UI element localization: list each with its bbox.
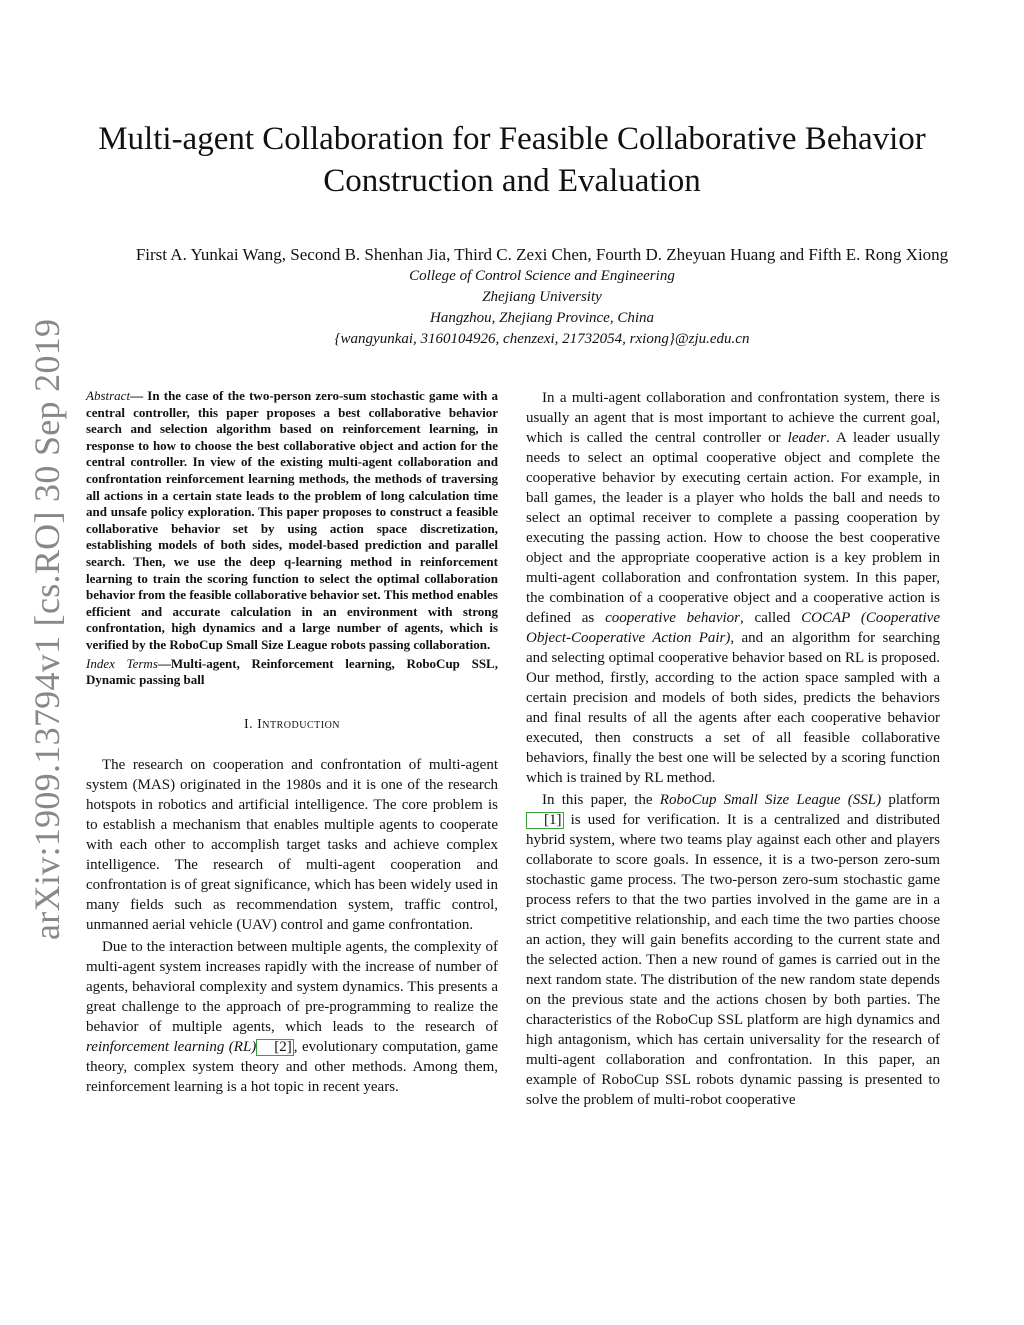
index-terms-text: Multi-agent, Reinforcement learning, RoboCup SSL, Dynamic passing ball <box>86 655 498 688</box>
text-run: , evolutionary computation, game theory, complex system theory and other methods. Among them, reinforcement learning is a hot topic in recent years. <box>86 1038 498 1095</box>
intro-paragraph-2 <box>86 937 498 1097</box>
author-emails: {wangyunkai, 3160104926, chenzexi, 21732054, rxiong}@zju.edu.cn <box>334 331 750 347</box>
section-number: I. <box>243 716 254 732</box>
text-run: In a multi-agent collaboration and confrontation system, there is usually an agent that is most important to achieve the current goal, which is called the central controller or <box>526 390 940 446</box>
intro-paragraph-4 <box>526 790 940 1110</box>
emphasis-cooperative-behavior: cooperative behavior <box>605 610 740 626</box>
right-column <box>526 388 940 1110</box>
index-terms-dash: — <box>157 655 171 671</box>
left-column <box>86 388 498 1097</box>
section-heading-introduction <box>86 715 498 735</box>
affiliation-dept: College of Control Science and Engineering <box>409 268 675 284</box>
citation-link-2[interactable]: [2] <box>256 1039 294 1056</box>
emphasis-rl: reinforcement learning (RL) <box>86 1038 257 1055</box>
text-run: platform <box>881 792 940 808</box>
index-terms <box>86 656 498 689</box>
text-run: is used for verification. It is a centralized and distributed hybrid system, where two teams play against each other and players collaborate to score goals. In essence, it is a two-person zero-sum stochastic game process. The two-person zero-sum stochastic game process refers to that the two parties involved in the game are in a strict competitive relationship, and each time the two parties choose an action, they will gain benefits according to the current state and the selected action. Then a new round of games is carried out in the next random state. The distribution of the new random state depends on the previous state and the actions chosen by both parties. The characteristics of the RoboCup SSL platform are high dynamics and high antagonism, which has certain universality for the research of multi-agent collaboration and confrontation. In this paper, an example of RoboCup SSL robots dynamic passing is presented to solve the problem of multi-robot cooperative <box>526 812 940 1108</box>
paper-title <box>60 118 964 202</box>
citation-link-1[interactable]: [1] <box>526 812 564 829</box>
emphasis-ssl: RoboCup Small Size League (SSL) <box>659 792 882 808</box>
author-list: First A. Yunkai Wang, Second B. Shenhan Jia, Third C. Zexi Chen, Fourth D. Zheyuan Huang and Fifth E. Rong Xiong <box>135 245 949 264</box>
text-run: Due to the interaction between multiple agents, the complexity of multi-agent system increases rapidly with the increase of number of agents, behavioral complexity and system dynamics. This presents a great challenge to the approach of pre-programming to realize the behavior of multiple agents, which leads to the research of <box>86 938 498 1035</box>
emphasis-leader: leader <box>787 430 826 446</box>
title-line-1: Multi-agent Collaboration for Feasible Collaborative Behavior <box>98 121 926 157</box>
abstract-lead: Abstract <box>86 388 131 403</box>
abstract <box>86 388 498 654</box>
intro-paragraph-3 <box>526 388 940 788</box>
text-run: . A leader usually needs to select an optimal cooperative object and complete the cooperative behavior by executing certain action. For example, in ball games, the leader is a player who holds the ball and needs to select an optimal receiver to complete a passing cooperation by executing the passing action. How to choose the best cooperative object and the appropriate cooperative action is a key problem in multi-agent collaboration and confrontation system. In this paper, the combination of a cooperative object and a cooperative action is defined as <box>526 430 940 626</box>
index-terms-lead: Index Terms <box>86 655 158 671</box>
section-title: Introduction <box>257 716 341 732</box>
arxiv-side-stamp: arXiv:1909.13794v1 [cs.RO] 30 Sep 2019 <box>27 318 67 940</box>
affiliation-block <box>40 266 1024 350</box>
abstract-dash: — <box>130 388 144 403</box>
affiliation-city: Hangzhou, Zhejiang Province, China <box>429 310 654 326</box>
text-run: In this paper, the <box>542 792 660 808</box>
affiliation-univ: Zhejiang University <box>482 289 602 305</box>
emphasis-cocap: COCAP (Cooperative Object-Cooperative Action Pair) <box>526 610 940 646</box>
title-line-2: Construction and Evaluation <box>323 163 701 199</box>
abstract-text: In the case of the two-person zero-sum stochastic game with a central controller, this paper proposes a best collaborative behavior search and selection algorithm based on reinforcement learning, in response to how to choose the best collaborative object and action for the central controller. In view of the existing multi-agent collaboration and confrontation reinforcement learning methods, the methods of traversing all actions in a certain state leads to the problem of long calculation time and unsafe policy exploration. This paper proposes to construct a feasible collaborative behavior set by using action space discretization, establishing models of both sides, model-based prediction and parallel search. Then, we use the deep q-learning method in reinforcement learning to train the scoring function to select the optimal collaboration behavior from the feasible collaborative behavior set. This method enables efficient and accurate calculation in an environment with strong confrontation, high dynamics and a large number of agents, which is verified by the RoboCup Small Size League robots passing collaboration. <box>86 388 499 652</box>
intro-paragraph-1: The research on cooperation and confrontation of multi-agent system (MAS) originated in the 1980s and it is one of the research hotspots in robotics and artificial intelligence. The core problem is to establish a mechanism that enables multiple agents to cooperate with each other to accomplish target tasks and achieve complex intelligence. The research of multi-agent cooperation and confrontation is of great significance, which has been widely used in many fields such as recommendation system, traffic control, unmanned aerial vehicle (UAV) control and game confrontation. <box>86 756 498 933</box>
text-run: , and an algorithm for searching and selecting optimal cooperative behavior based on RL is proposed. Our method, firstly, according to the action space sampled with a certain precision and models of both sides, predicts the behaviors and final results of all the agents after each cooperative behavior executed, then constructs a set of all feasible collaborative behaviors, finally the best one will be selected by a scoring function which is trained by RL method. <box>526 630 940 786</box>
text-run: , called <box>740 610 802 626</box>
